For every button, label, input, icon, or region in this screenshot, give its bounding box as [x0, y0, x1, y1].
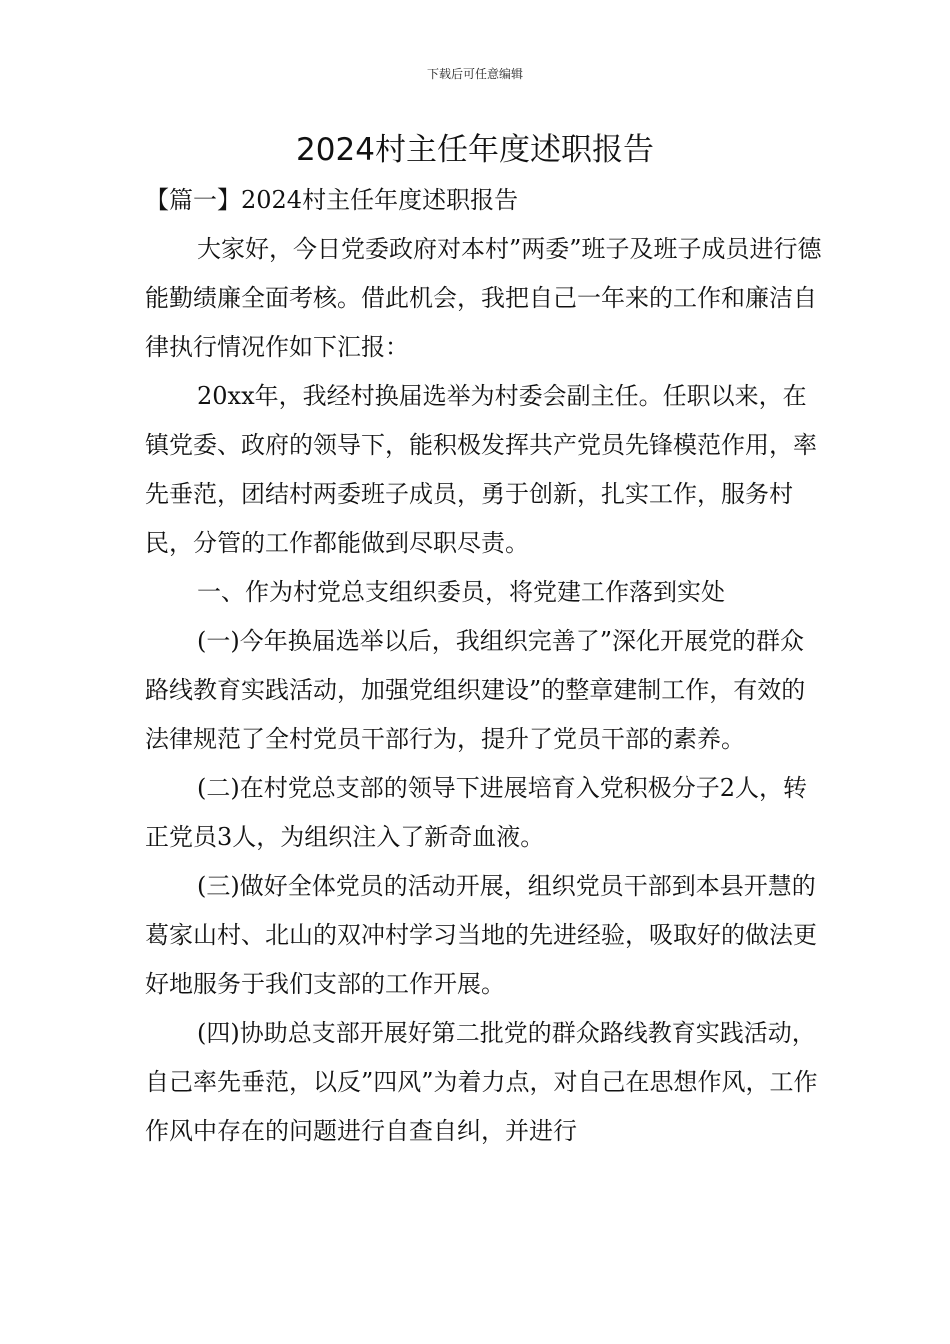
page-header-note: 下载后可任意编辑 — [426, 67, 523, 81]
paragraph-overview: 20xx年，我经村换届选举为村委会副主任。任职以来，在镇党委、政府的领导下，能积极发挥共产党员先锋模范作用，率先垂范，团结村两委班子成员，勇于创新，扎实工作，服务村民，分管的工作都能做到尽职尽责。 — [145, 382, 817, 557]
document-body — [145, 176, 825, 1156]
paragraph-item-2: (二)在村党总支部的领导下进展培育入党积极分子2人，转正党员3人，为组织注入了新奇血液。 — [145, 774, 807, 851]
paragraph-greeting: 大家好，今日党委政府对本村”两委”班子及班子成员进行德能勤绩廉全面考核。借此机会，我把自己一年来的工作和廉洁自律执行情况作如下汇报： — [145, 235, 822, 361]
paragraph-item-1: (一)今年换届选举以后，我组织完善了”深化开展党的群众路线教育实践活动，加强党组织建设”的整章建制工作，有效的法律规范了全村党员干部行为，提升了党员干部的素养。 — [145, 627, 806, 753]
paragraph-item-4: (四)协助总支部开展好第二批党的群众路线教育实践活动，自己率先垂范，以反”四风”为着力点，对自己在思想作风，工作作风中存在的问题进行自查自纠，并进行 — [145, 1019, 818, 1145]
document-title: 2024村主任年度述职报告 — [296, 132, 654, 168]
paragraph-item-3: (三)做好全体党员的活动开展，组织党员干部到本县开慧的葛家山村、北山的双冲村学习当地的先进经验，吸取好的做法更好地服务于我们支部的工作开展。 — [145, 872, 817, 998]
section-heading-party-building: 一、作为村党总支组织委员，将党建工作落到实处 — [197, 578, 725, 606]
section-subtitle: 【篇一】2024村主任年度述职报告 — [145, 186, 519, 214]
